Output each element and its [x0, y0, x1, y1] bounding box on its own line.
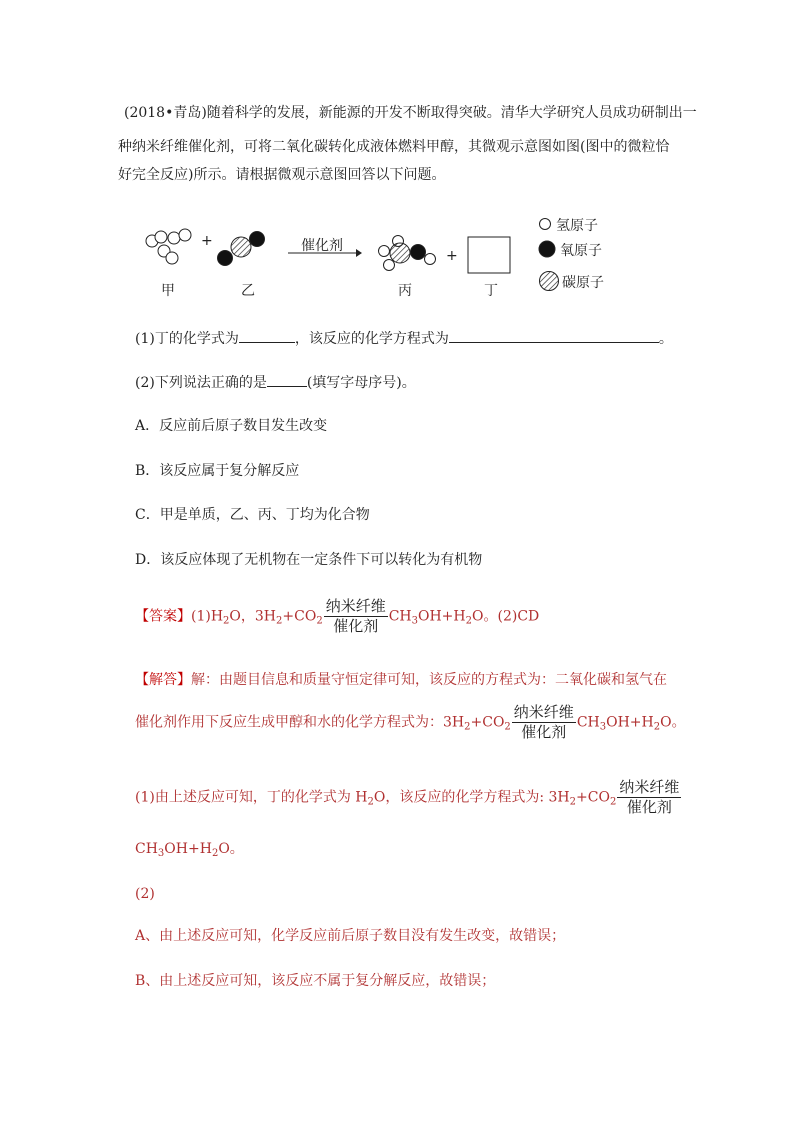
- solution-text: CH: [135, 841, 158, 857]
- reaction-diagram: [130, 205, 690, 305]
- answer-text: CH: [388, 608, 412, 625]
- molecule-jia: [146, 229, 191, 264]
- solution-part-1-cont: [135, 839, 244, 859]
- option-a: A．反应前后原子数目发生改变: [135, 418, 328, 434]
- option-d: D．该反应体现了无机物在一定条件下可以转化为有机物: [135, 552, 483, 568]
- question-2-text-a: (2)下列说法正确的是: [135, 375, 267, 391]
- solution-condition: [512, 703, 576, 742]
- answer-sub: 2: [316, 615, 323, 627]
- solution-part-1: [135, 778, 682, 817]
- condition-top: 纳米纤维: [513, 703, 574, 721]
- solution-tag: 【解答】: [135, 672, 191, 688]
- solution-eq: O。: [660, 714, 686, 731]
- solution-line-2: [135, 703, 686, 742]
- solution-eq: CH: [576, 714, 600, 731]
- arrow-label: 催化剂: [301, 238, 343, 254]
- question-2-text-b: (填写字母序号)。: [306, 375, 416, 391]
- question-1-text-a: (1)丁的化学式为: [135, 331, 239, 347]
- answer-text: O，3H: [229, 608, 277, 625]
- solution-line-1: [135, 670, 667, 690]
- solution-eq: 3H: [443, 714, 465, 731]
- intro-line-2: 种纳米纤维催化剂，可将二氧化碳转化成液体燃料甲醇，其微观示意图如图(图中的微粒恰: [118, 139, 670, 155]
- solution-text: +CO: [576, 789, 610, 806]
- legend-oxygen-label: 氧原子: [560, 243, 602, 259]
- solution-text: 催化剂作用下反应生成甲醇和水的化学方程式为：: [135, 714, 443, 731]
- solution-sub: 3: [599, 721, 607, 733]
- label-bing: 丙: [398, 283, 412, 299]
- solution-text: OH+H: [164, 841, 212, 857]
- condition-bottom: 催化剂: [512, 722, 576, 742]
- plus-sign-1: +: [201, 233, 213, 249]
- legend-hydrogen-icon: [540, 219, 551, 230]
- condition-bottom: 催化剂: [324, 616, 388, 636]
- answer-blank-2: [449, 328, 659, 343]
- question-1-text-c: 。: [658, 331, 673, 347]
- solution-sub: 2: [504, 721, 511, 733]
- molecule-yi: [218, 232, 265, 266]
- molecule-ding-box: [468, 237, 510, 273]
- plus-sign-2: +: [446, 248, 458, 264]
- solution-sub: 2: [464, 721, 471, 733]
- answer-condition: [324, 597, 388, 636]
- solution-part-2-a: A、由上述反应可知，化学反应前后原子数目没有发生改变，故错误；: [135, 928, 566, 944]
- answer-text: +CO: [282, 608, 317, 625]
- solution-sub: 2: [367, 796, 374, 808]
- legend-hydrogen-label: 氢原子: [556, 218, 598, 234]
- answer-text: (1)H: [191, 608, 224, 625]
- answer-sub: 2: [276, 615, 283, 627]
- answer-sub: 2: [223, 615, 230, 627]
- answer-sub: 3: [411, 615, 418, 627]
- answer-text: OH+H: [418, 608, 466, 625]
- answer-sub: 2: [465, 615, 473, 627]
- question-1: [135, 328, 673, 349]
- solution-eq: +CO: [470, 714, 505, 731]
- intro-line-1: (2018•青岛)随着科学的发展，新能源的开发不断取得突破。清华大学研究人员成功研制出一: [124, 105, 697, 121]
- label-jia: 甲: [161, 283, 175, 299]
- intro-line-3: 好完全反应)所示。请根据微观示意图回答以下问题。: [118, 167, 446, 183]
- solution-sub: 2: [211, 848, 219, 859]
- solution-text: O。: [218, 841, 244, 857]
- answer-line: [135, 597, 539, 636]
- solution-sub: 2: [569, 796, 577, 808]
- solution-part-2: (2): [135, 886, 155, 902]
- solution-sub: 2: [609, 796, 617, 808]
- condition-top: 纳米纤维: [325, 597, 386, 615]
- solution-text: O，该反应的化学方程式为: 3H: [373, 789, 570, 806]
- solution-part-1-condition: [617, 778, 681, 817]
- legend-carbon-label: 碳原子: [562, 275, 604, 291]
- legend-carbon-icon: [540, 272, 559, 291]
- solution-sub: 3: [157, 848, 165, 859]
- legend-oxygen-icon: [539, 241, 555, 257]
- option-b: B．该反应属于复分解反应: [135, 463, 300, 479]
- solution-part-2-b: B、由上述反应可知，该反应不属于复分解反应，故错误；: [135, 973, 496, 989]
- option-c: C．甲是单质，乙、丙、丁均为化合物: [135, 507, 370, 523]
- solution-text: 解：由题目信息和质量守恒定律可知，该反应的方程式为：二氧化碳和氢气在: [191, 672, 667, 688]
- answer-tag: 【答案】: [135, 608, 191, 625]
- solution-text: (1)由上述反应可知，丁的化学式为 H: [135, 789, 368, 806]
- question-2: [135, 372, 416, 393]
- condition-bottom: 催化剂: [617, 797, 681, 817]
- label-ding: 丁: [484, 283, 498, 299]
- molecule-bing: [379, 236, 436, 271]
- condition-top: 纳米纤维: [619, 778, 680, 796]
- question-1-text-b: ，该反应的化学方程式为: [294, 331, 449, 347]
- label-yi: 乙: [241, 283, 255, 299]
- solution-sub: 2: [653, 721, 661, 733]
- answer-blank-1: [239, 328, 295, 343]
- solution-eq: OH+H: [606, 714, 654, 731]
- answer-text: O。(2)CD: [472, 608, 540, 625]
- answer-blank-3: [267, 372, 307, 387]
